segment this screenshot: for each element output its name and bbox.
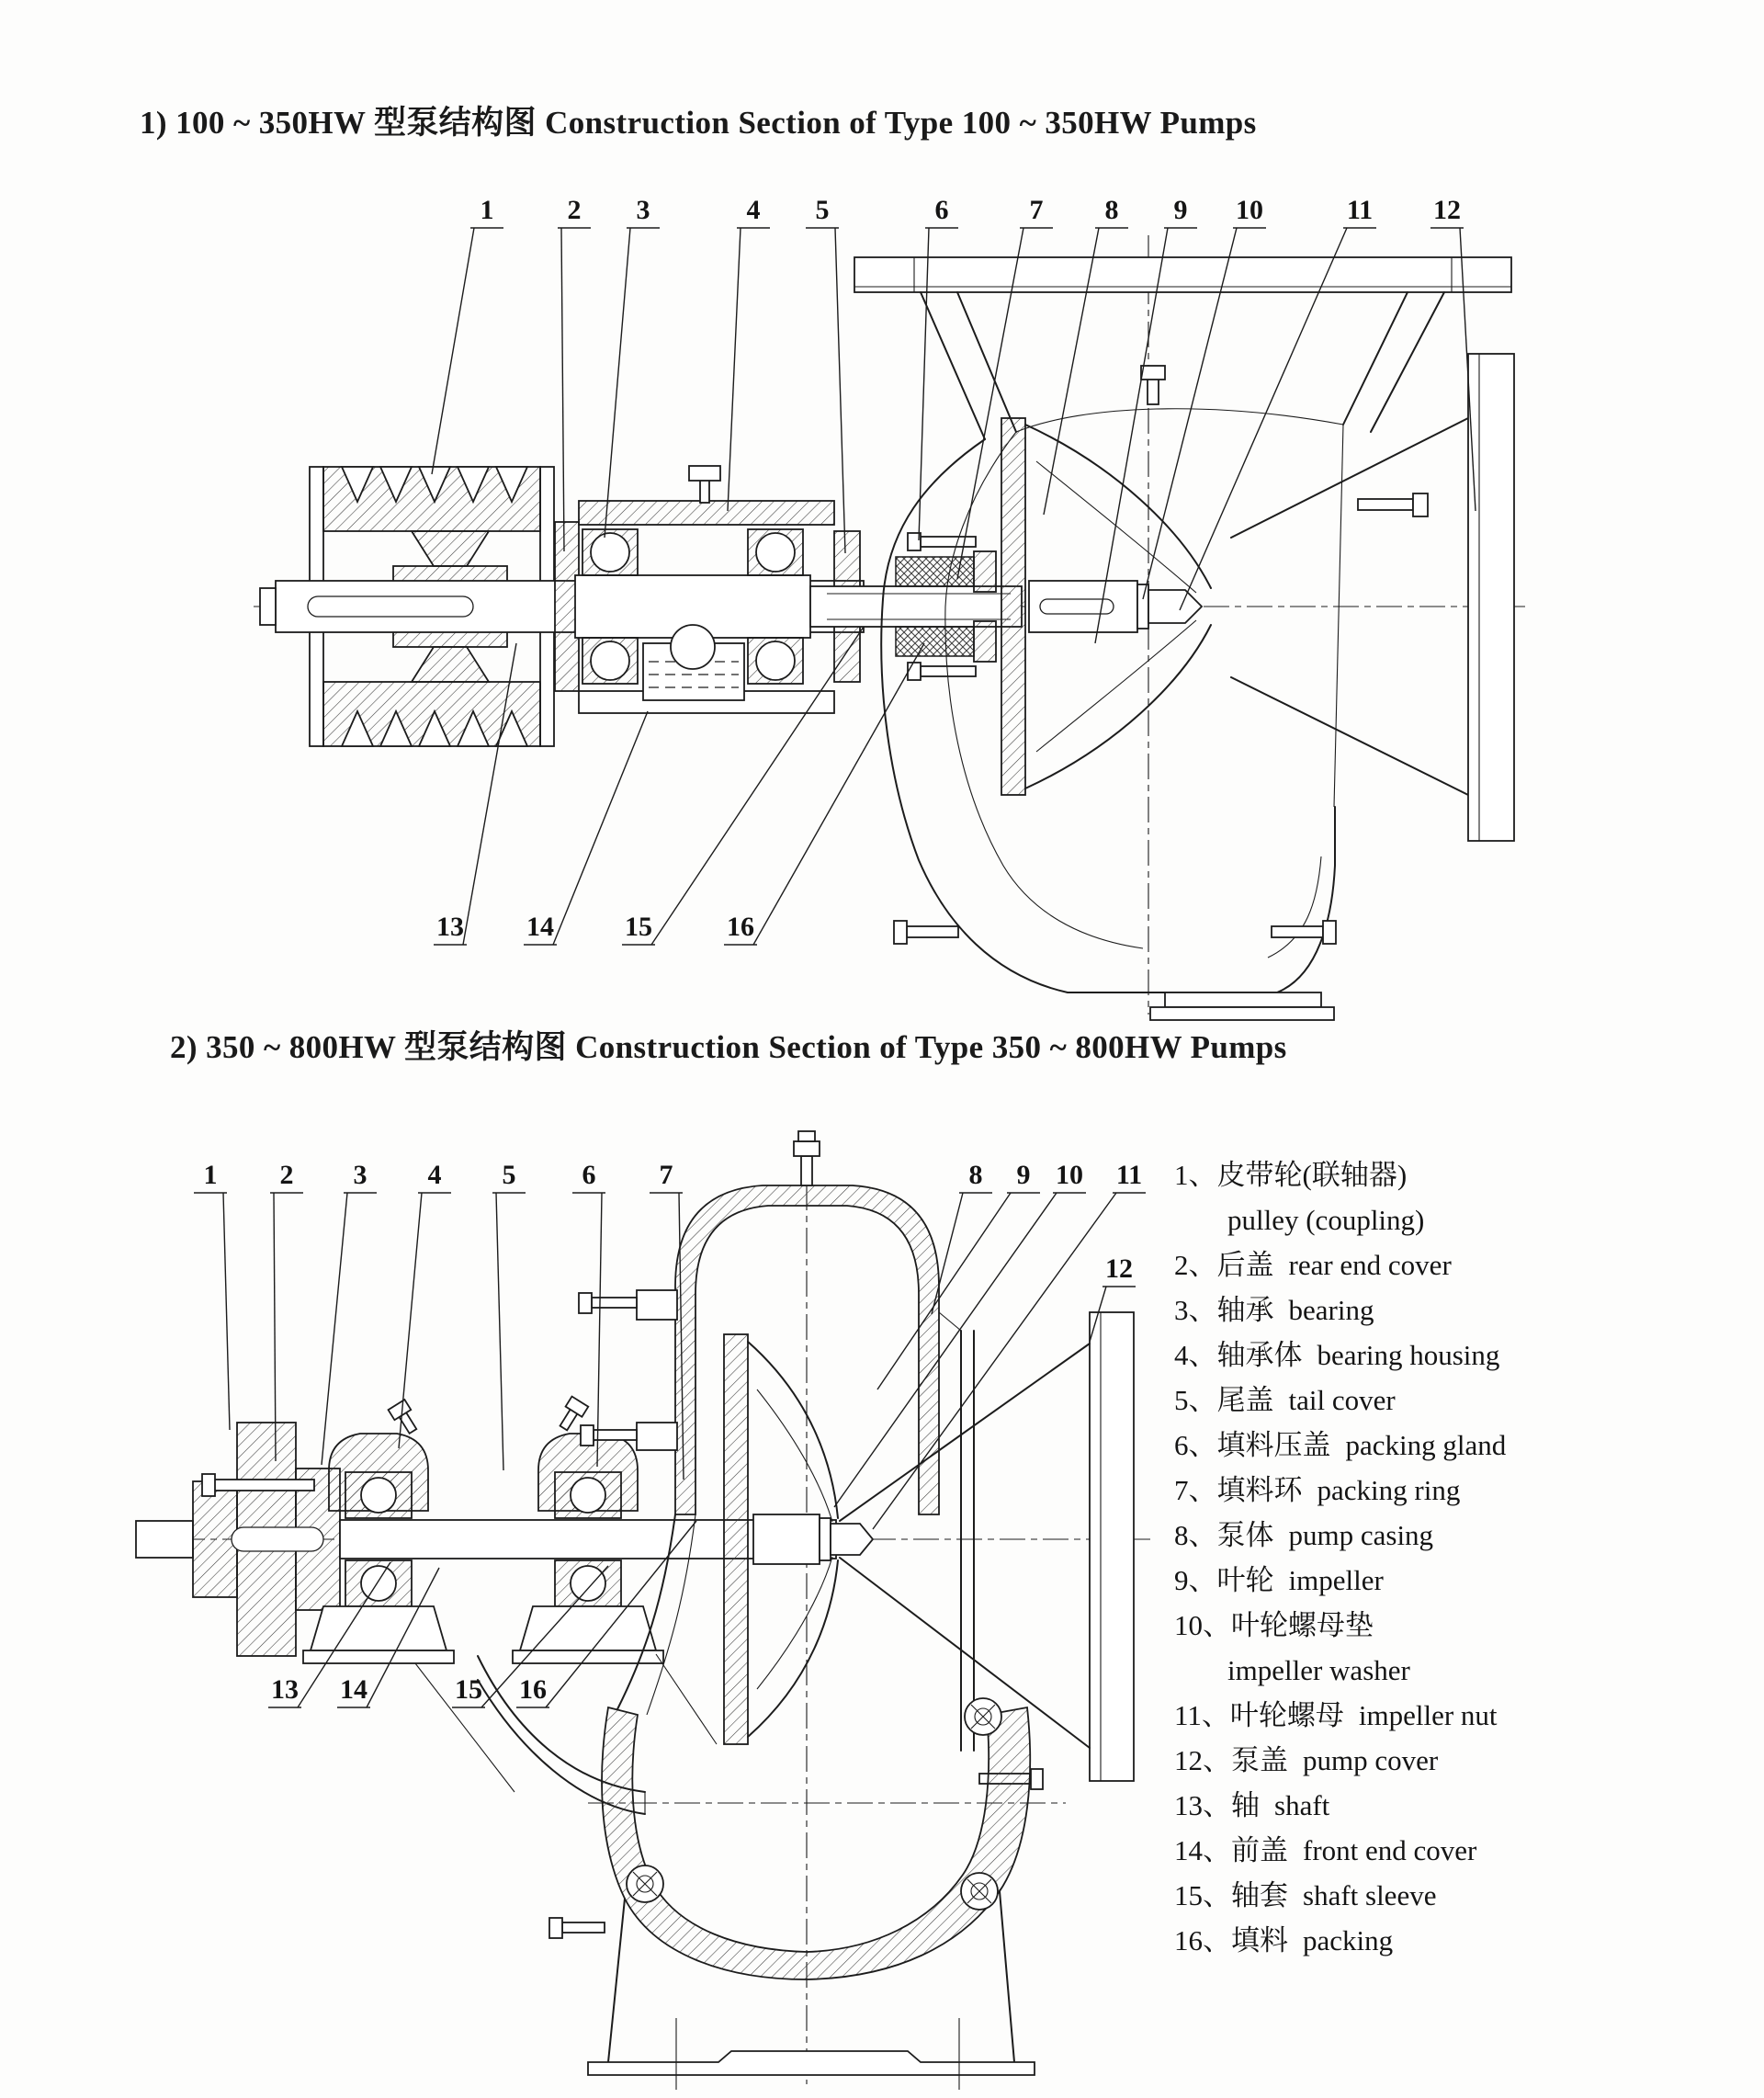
part-en: bearing housing: [1317, 1339, 1500, 1371]
part-en: pump cover: [1303, 1744, 1439, 1776]
callout-number-15: 15: [455, 1674, 482, 1705]
callout-number-6: 6: [934, 195, 949, 225]
callout-number-11: 11: [1115, 1160, 1143, 1190]
part-zh: 5、尾盖: [1174, 1384, 1274, 1416]
part-zh: 2、后盖: [1174, 1249, 1274, 1281]
part-en: shaft sleeve: [1303, 1879, 1437, 1911]
callout-number-4: 4: [746, 195, 761, 225]
parts-list-item: [1174, 1152, 1753, 1242]
part-en: tail cover: [1288, 1384, 1396, 1416]
part-zh: 16、填料: [1174, 1924, 1288, 1956]
callout-leader-line: [553, 711, 648, 945]
parts-list-item: [1174, 1783, 1753, 1828]
callout-number-7: 7: [1029, 195, 1044, 225]
callout-number-6: 6: [582, 1160, 596, 1190]
callout-number-10: 10: [1056, 1160, 1083, 1190]
part-zh: 4、轴承体: [1174, 1339, 1303, 1371]
part-zh: 7、填料环: [1174, 1474, 1303, 1506]
parts-list-item: [1174, 1513, 1753, 1558]
part-zh: 8、泵体: [1174, 1519, 1274, 1551]
part-en: front end cover: [1303, 1834, 1477, 1866]
part-en: packing gland: [1345, 1429, 1507, 1461]
callout-number-2: 2: [567, 195, 582, 225]
callout-number-16: 16: [519, 1674, 547, 1705]
part-zh: 1、皮带轮(联轴器): [1174, 1159, 1408, 1191]
parts-list-item: [1174, 1558, 1753, 1603]
part-zh: 15、轴套: [1174, 1879, 1288, 1911]
callout-leader-line: [223, 1193, 230, 1430]
callout-number-8: 8: [968, 1160, 983, 1190]
impeller: [1001, 418, 1211, 795]
callout-number-14: 14: [526, 912, 554, 942]
callout-number-13: 13: [271, 1674, 299, 1705]
callout-number-9: 9: [1173, 195, 1188, 225]
callout-number-12: 12: [1105, 1253, 1133, 1284]
part-en: impeller washer: [1227, 1654, 1410, 1686]
part-en: impeller: [1288, 1564, 1384, 1596]
part-zh: 14、前盖: [1174, 1834, 1288, 1866]
callout-number-8: 8: [1104, 195, 1119, 225]
part-zh: 13、轴: [1174, 1789, 1260, 1821]
part-en: packing ring: [1317, 1474, 1461, 1506]
parts-list-item: [1174, 1828, 1753, 1873]
volute-bolt: [961, 1873, 998, 1910]
impeller-2: [724, 1334, 873, 1744]
callout-leader-line: [274, 1193, 276, 1461]
parts-list-item: [1174, 1423, 1753, 1468]
callout-leader-line: [728, 228, 741, 511]
parts-list-item: [1174, 1918, 1753, 1963]
volute-bolt: [965, 1698, 1001, 1735]
callout-number-14: 14: [340, 1674, 368, 1705]
callout-number-1: 1: [203, 1160, 218, 1190]
parts-list: [1174, 1152, 1753, 1963]
callout-number-5: 5: [815, 195, 830, 225]
callout-number-4: 4: [427, 1160, 442, 1190]
parts-list-item: [1174, 1468, 1753, 1513]
callout-number-10: 10: [1236, 195, 1263, 225]
diagram2-section-drawing: [136, 1131, 1150, 2090]
parts-list-item: [1174, 1333, 1753, 1378]
callout-number-7: 7: [659, 1160, 673, 1190]
callout-leader-line: [835, 228, 845, 553]
suction-flange: [1468, 354, 1514, 841]
parts-list-item: [1174, 1378, 1753, 1423]
callout-leader-line: [834, 1193, 1057, 1507]
callout-number-16: 16: [727, 912, 754, 942]
parts-list-item: [1174, 1287, 1753, 1333]
callout-leader-line: [561, 228, 564, 551]
part-zh: 11、叶轮螺母: [1174, 1699, 1344, 1731]
callout-number-3: 3: [636, 195, 650, 225]
casing-foot: [1150, 992, 1334, 1020]
part-en: pulley (coupling): [1227, 1204, 1425, 1236]
parts-list-item: [1174, 1738, 1753, 1783]
part-zh: 3、轴承: [1174, 1294, 1274, 1326]
callout-number-12: 12: [1433, 195, 1461, 225]
part-zh: 12、泵盖: [1174, 1744, 1288, 1776]
callout-number-5: 5: [502, 1160, 516, 1190]
part-zh: 10、叶轮螺母垫: [1174, 1609, 1374, 1641]
part-en: shaft: [1274, 1789, 1330, 1821]
callout-leader-line: [322, 1193, 347, 1465]
parts-list-item: [1174, 1873, 1753, 1918]
part-en: packing: [1303, 1924, 1394, 1956]
coupling: [136, 1423, 340, 1656]
callout-leader-line: [496, 1193, 503, 1470]
callout-leader-line: [597, 1193, 602, 1467]
parts-list-item: [1174, 1603, 1753, 1693]
part-en: impeller nut: [1358, 1699, 1498, 1731]
part-en: pump casing: [1288, 1519, 1434, 1551]
callout-number-3: 3: [353, 1160, 368, 1190]
part-zh: 6、填料压盖: [1174, 1429, 1331, 1461]
callout-number-11: 11: [1346, 195, 1374, 225]
callout-leader-line: [432, 228, 474, 474]
callout-number-1: 1: [480, 195, 494, 225]
callout-number-13: 13: [436, 912, 464, 942]
section2-title: 2) 350 ~ 800HW 型泵结构图 Construction Section of Type 350 ~ 800HW Pumps: [170, 1029, 1287, 1065]
parts-list-item: [1174, 1693, 1753, 1738]
section1-title: 1) 100 ~ 350HW 型泵结构图 Construction Section of Type 100 ~ 350HW Pumps: [140, 105, 1257, 141]
diagram1-section-drawing: [254, 195, 1525, 1020]
callout-number-9: 9: [1016, 1160, 1031, 1190]
callout-number-2: 2: [279, 1160, 294, 1190]
volute-bolt: [627, 1866, 663, 1902]
part-en: rear end cover: [1288, 1249, 1452, 1281]
parts-list-item: [1174, 1242, 1753, 1287]
callout-number-15: 15: [625, 912, 652, 942]
part-en: bearing: [1288, 1294, 1374, 1326]
part-zh: 9、叶轮: [1174, 1564, 1274, 1596]
callout-leader-line: [605, 228, 630, 538]
